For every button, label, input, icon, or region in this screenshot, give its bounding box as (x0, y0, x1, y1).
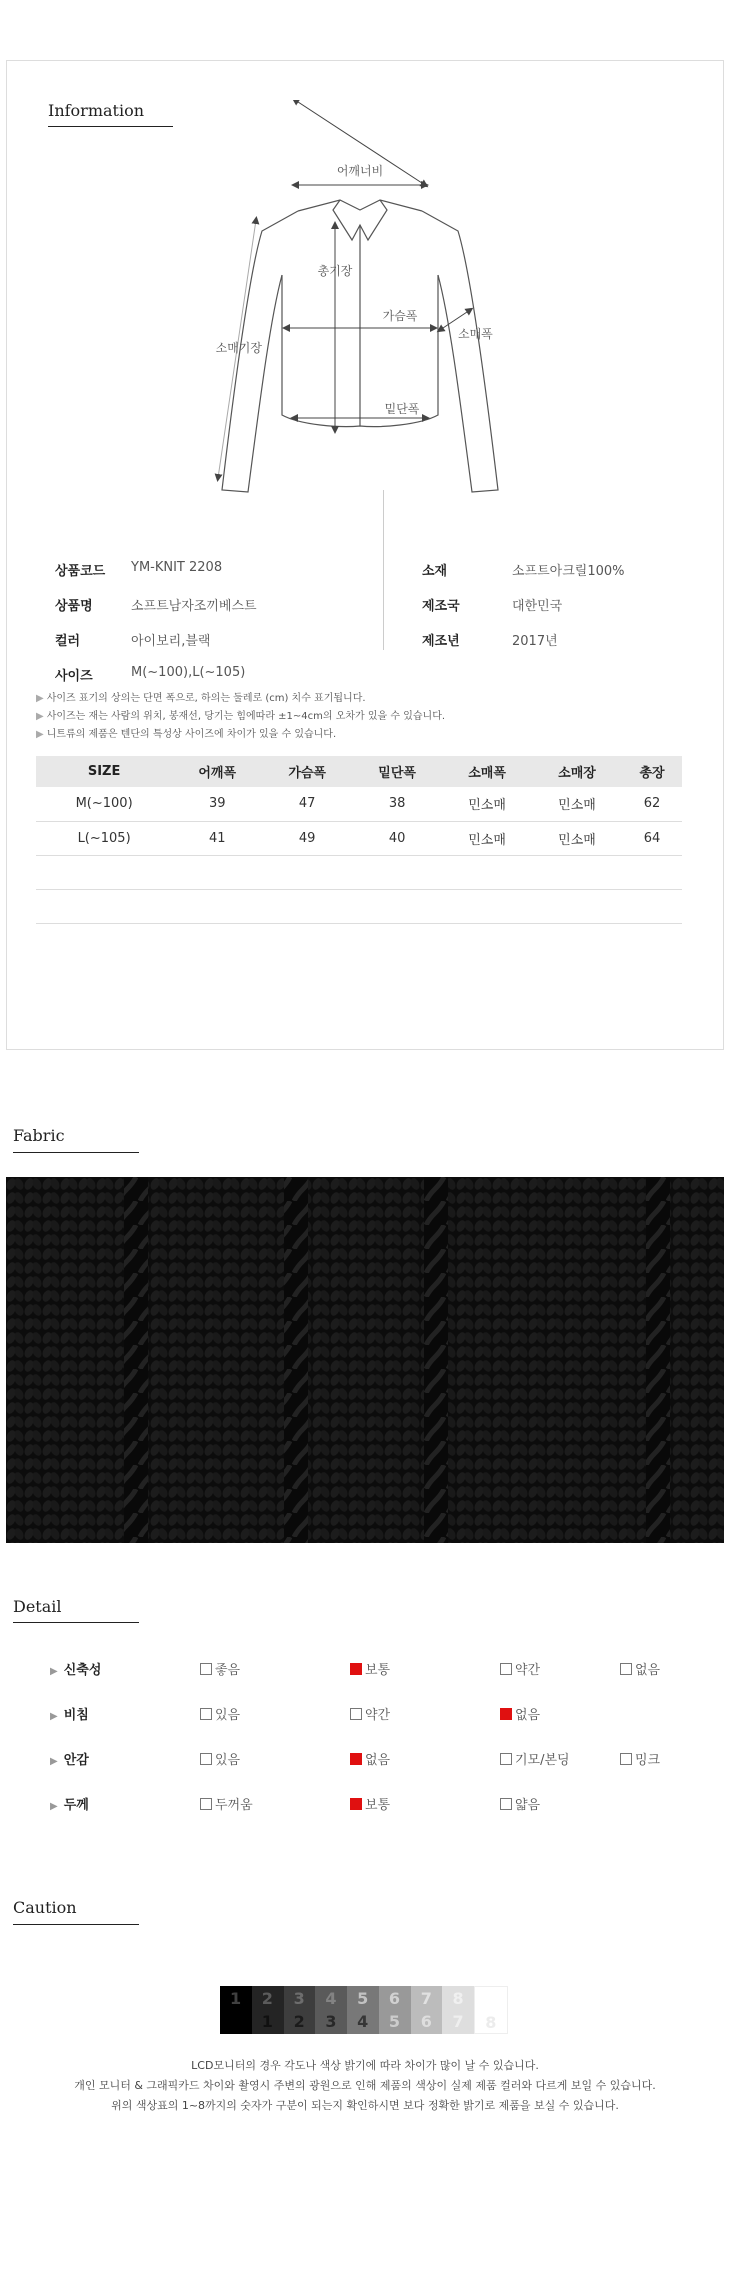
size-note (36, 690, 445, 708)
spec-value: YM-KNIT 2208 (131, 560, 223, 575)
detail-row (50, 1659, 690, 1679)
swatch-cell (284, 1986, 316, 2034)
spec-value: M(~100),L(~105) (131, 665, 246, 680)
detail-option-text: 약간 (365, 1708, 391, 1723)
detail-option-text: 있음 (215, 1753, 241, 1768)
hem-label: 밑단폭 (384, 402, 420, 416)
spec-row (55, 665, 355, 685)
detail-option (350, 1659, 390, 1678)
spec-key: 상품코드 (55, 564, 106, 579)
size-table (36, 756, 682, 924)
table-row (36, 821, 682, 855)
detail-label (50, 1704, 89, 1723)
swatch-cell (442, 1986, 474, 2034)
spec-value: 소프트아크릴100% (512, 564, 625, 579)
spec-key: 제조국 (422, 599, 460, 614)
spec-row (422, 595, 722, 615)
size-table-cell: 38 (352, 787, 442, 821)
size-table-header: 총장 (622, 756, 682, 787)
spec-value: 2017년 (512, 634, 558, 649)
triangle-bullet-icon: ▶ (36, 711, 44, 722)
size-table-cell: 민소매 (442, 787, 532, 821)
size-table-cell: 민소매 (532, 821, 622, 855)
monitor-calibration-swatch (220, 1986, 508, 2034)
size-table-header: 어깨폭 (172, 756, 262, 787)
detail-row (50, 1704, 690, 1724)
unchecked-box-icon (620, 1663, 632, 1675)
detail-label-text: 신축성 (63, 1663, 102, 1678)
detail-option (500, 1794, 540, 1813)
detail-label (50, 1659, 101, 1678)
checked-box-icon (350, 1798, 362, 1810)
detail-option-text: 없음 (515, 1708, 541, 1723)
unchecked-box-icon (350, 1708, 362, 1720)
caution-line: 개인 모니터 & 그래픽카드 차이와 촬영시 주변의 광원으로 인해 제품의 색상이 실제 제품 컬러와 다르게 보일 수 있습니다. (74, 2079, 656, 2092)
size-table-header: 가슴폭 (262, 756, 352, 787)
detail-option-text: 두꺼움 (215, 1798, 253, 1813)
detail-label-text: 안감 (63, 1753, 89, 1768)
unchecked-box-icon (500, 1753, 512, 1765)
detail-option-text: 보통 (365, 1663, 391, 1678)
detail-option-text: 기모/본딩 (515, 1753, 570, 1768)
size-note (36, 726, 445, 744)
triangle-bullet-icon: ▶ (50, 1711, 58, 1722)
detail-option (500, 1749, 570, 1768)
detail-row (50, 1749, 690, 1769)
fabric-texture-image (6, 1177, 724, 1543)
detail-option (350, 1794, 390, 1813)
spec-key: 제조년 (422, 634, 460, 649)
size-note-text: 사이즈 표기의 상의는 단면 폭으로, 하의는 둘레로 (cm) 치수 표기됩니다. (46, 693, 366, 704)
checked-box-icon (350, 1753, 362, 1765)
spec-row (55, 595, 355, 615)
swatch-number-bottom: 5 (388, 2012, 401, 2031)
caution-line: 위의 색상표의 1~8까지의 숫자가 구분이 되는지 확인하시면 보다 정확한 밝기로 제품을 보실 수 있습니다. (111, 2099, 619, 2112)
triangle-bullet-icon: ▶ (50, 1666, 58, 1677)
size-note-text: 니트류의 제품은 텐단의 특성상 사이즈에 차이가 있을 수 있습니다. (46, 729, 337, 740)
total-length-label: 총기장 (317, 264, 353, 278)
detail-label-text: 두께 (63, 1798, 89, 1813)
spec-row (55, 560, 355, 580)
triangle-bullet-icon: ▶ (50, 1801, 58, 1812)
size-table-header: 소매장 (532, 756, 622, 787)
size-notes (36, 690, 445, 744)
swatch-number-top: 2 (261, 1989, 273, 2008)
detail-option (200, 1704, 240, 1723)
unchecked-box-icon (500, 1663, 512, 1675)
spec-key: 소재 (422, 564, 448, 579)
caution-title-underline (13, 1924, 139, 1925)
unchecked-box-icon (200, 1708, 212, 1720)
detail-title-underline (13, 1622, 139, 1623)
garment-size-diagram (190, 100, 530, 500)
swatch-number-bottom: 4 (357, 2012, 369, 2031)
specs-divider (383, 490, 384, 650)
swatch-number-bottom: 1 (261, 2012, 273, 2031)
caution-title: Caution (13, 1898, 77, 1917)
detail-option-text: 없음 (635, 1663, 661, 1678)
size-note (36, 708, 445, 726)
swatch-number-top: 1 (230, 1989, 242, 2008)
swatch-number-bottom: 7 (452, 2012, 464, 2031)
swatch-cell (315, 1986, 347, 2034)
swatch-number-top: 7 (420, 1989, 432, 2008)
checked-box-icon (350, 1663, 362, 1675)
shoulder-label: 어깨너비 (336, 164, 384, 178)
size-table-cell: 62 (622, 787, 682, 821)
triangle-bullet-icon: ▶ (36, 693, 44, 704)
swatch-cell (474, 1986, 508, 2034)
swatch-number-bottom: 6 (420, 2012, 432, 2031)
detail-label-text: 비침 (63, 1708, 89, 1723)
detail-row (50, 1794, 690, 1814)
swatch-number-bottom: 8 (485, 2013, 497, 2032)
swatch-cell (220, 1986, 252, 2034)
sleeve-length-label: 소매기장 (215, 341, 262, 355)
detail-option (200, 1659, 240, 1678)
unchecked-box-icon (200, 1663, 212, 1675)
checked-box-icon (500, 1708, 512, 1720)
empty-table-row (36, 889, 682, 923)
unchecked-box-icon (620, 1753, 632, 1765)
size-note-text: 사이즈는 재는 사람의 위치, 봉재선, 당기는 힘에따라 ±1~4cm의 오차가 있을 수 있습니다. (46, 711, 446, 722)
swatch-number-top: 8 (452, 1989, 464, 2008)
spec-row (422, 560, 722, 580)
spec-value: 대한민국 (512, 599, 563, 614)
detail-option (200, 1794, 253, 1813)
caution-line: LCD모니터의 경우 각도나 색상 밝기에 따라 차이가 많이 날 수 있습니다. (191, 2059, 539, 2072)
size-table-cell: 39 (172, 787, 262, 821)
unchecked-box-icon (500, 1798, 512, 1810)
unchecked-box-icon (200, 1798, 212, 1810)
size-table-cell: 64 (622, 821, 682, 855)
size-table-header: 밑단폭 (352, 756, 442, 787)
swatch-number-top: 5 (357, 1989, 369, 2008)
size-table-header: 소매폭 (442, 756, 532, 787)
swatch-cell (252, 1986, 284, 2034)
spec-key: 사이즈 (55, 669, 93, 684)
unchecked-box-icon (200, 1753, 212, 1765)
detail-option (500, 1659, 540, 1678)
detail-label (50, 1794, 89, 1813)
table-row (36, 787, 682, 821)
detail-option (500, 1704, 540, 1723)
spec-value: 아이보리,블랙 (131, 634, 211, 649)
swatch-number-top: 4 (325, 1989, 337, 2008)
detail-option (200, 1749, 240, 1768)
swatch-cell (379, 1986, 411, 2034)
size-table-cell: 민소매 (532, 787, 622, 821)
information-title-underline (48, 126, 173, 127)
size-table-cell: 민소매 (442, 821, 532, 855)
spec-key: 상품명 (55, 599, 93, 614)
empty-table-row (36, 855, 682, 889)
detail-title: Detail (13, 1597, 62, 1616)
size-table-header: SIZE (36, 756, 172, 787)
spec-value: 소프트남자조끼베스트 (131, 599, 257, 614)
detail-option-text: 보통 (365, 1798, 391, 1813)
detail-option-text: 밍크 (635, 1753, 661, 1768)
chest-label: 가슴폭 (382, 309, 418, 323)
swatch-cell (347, 1986, 379, 2034)
fabric-title: Fabric (13, 1126, 65, 1145)
detail-option (620, 1659, 660, 1678)
size-table-cell: 40 (352, 821, 442, 855)
swatch-number-bottom: 3 (325, 2012, 337, 2031)
size-table-cell: L(~105) (36, 821, 172, 855)
size-table-cell: 47 (262, 787, 352, 821)
detail-option-text: 있음 (215, 1708, 241, 1723)
detail-option-text: 좋음 (215, 1663, 241, 1678)
detail-option (350, 1704, 390, 1723)
swatch-number-bottom: 2 (293, 2012, 305, 2031)
detail-option (620, 1749, 660, 1768)
spec-row (422, 630, 722, 650)
detail-option-text: 약간 (515, 1663, 541, 1678)
spec-key: 컬러 (55, 634, 81, 649)
swatch-number-top: 6 (388, 1989, 401, 2008)
spec-row (55, 630, 355, 650)
fabric-title-underline (13, 1152, 139, 1153)
size-table-cell: 41 (172, 821, 262, 855)
sleeve-width-label: 소매폭 (458, 327, 493, 341)
triangle-bullet-icon: ▶ (36, 729, 44, 740)
size-table-cell: M(~100) (36, 787, 172, 821)
detail-option-text: 없음 (365, 1753, 391, 1768)
size-table-cell: 49 (262, 821, 352, 855)
detail-label (50, 1749, 89, 1768)
swatch-number-top: 3 (293, 1989, 305, 2008)
detail-option (350, 1749, 390, 1768)
swatch-cell (411, 1986, 443, 2034)
detail-option-text: 얇음 (515, 1798, 541, 1813)
information-title: Information (48, 101, 145, 120)
triangle-bullet-icon: ▶ (50, 1756, 58, 1767)
